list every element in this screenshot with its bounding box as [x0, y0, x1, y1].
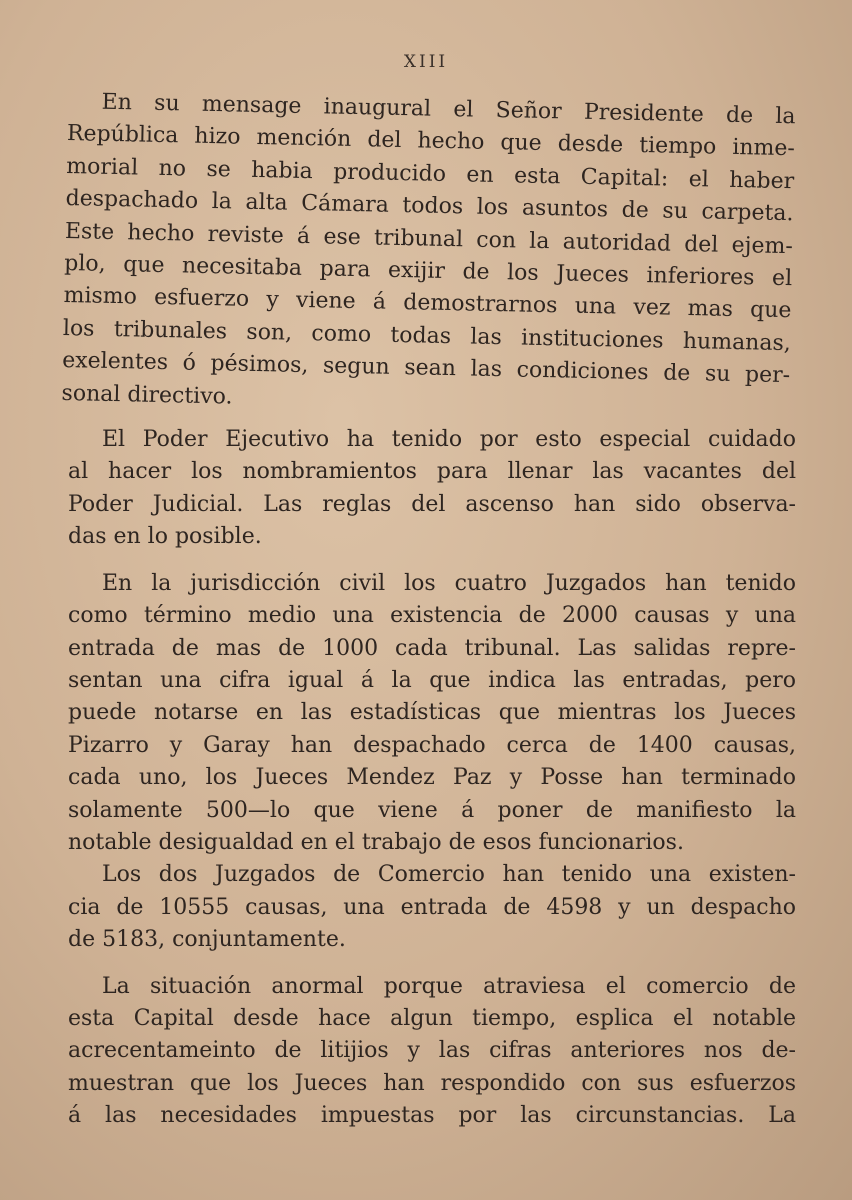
text-line: de 5183, conjuntamente. — [68, 927, 346, 953]
text-line: En su mensage inaugural el Señor Presidente de la — [101, 89, 796, 130]
text-line: En la jurisdicción civil los cuatro Juzgados han tenido — [102, 570, 796, 596]
text-line: cia de 10555 causas, una entrada de 4598 y un despacho — [68, 894, 796, 920]
text-line: entrada de mas de 1000 cada tribunal. Las salidas repre- — [68, 635, 796, 661]
text-line: esta Capital desde hace algun tiempo, esplica el notable — [68, 1005, 796, 1031]
page-number: XIII — [403, 52, 449, 72]
paragraph-civil-jurisdiction — [68, 568, 796, 860]
text-line: mismo esfuerzo y viene á demostrarnos una vez mas que — [63, 283, 792, 324]
paragraph-abnormal-situation — [68, 971, 796, 1133]
text-line: sentan una cifra igual á la que indica las entradas, pero — [68, 667, 796, 693]
paragraph-commerce-courts — [68, 859, 796, 956]
text-line: muestran que los Jueces han respondido con sus esfuerzos — [68, 1070, 796, 1096]
text-line: acrecentameinto de litijios y las cifras anteriores nos de- — [68, 1038, 796, 1064]
text-line: á las necesidades impuestas por las circunstancias. La — [68, 1103, 796, 1129]
paragraph-presidential-message — [61, 86, 796, 425]
text-line: Los dos Juzgados de Comercio han tenido una existen- — [102, 862, 796, 888]
text-line: plo, que necesitaba para exijir de los Jueces inferiores el — [64, 250, 793, 292]
text-line: Poder Judicial. Las reglas del ascenso han sido observa- — [68, 491, 796, 517]
text-line: República hizo mención del hecho que desde tiempo inme- — [66, 121, 796, 162]
text-line: El Poder Ejecutivo ha tenido por esto especial cuidado — [102, 427, 796, 453]
text-line: al hacer los nombramientos para llenar las vacantes del — [68, 459, 796, 485]
text-line: los tribunales son, como todas las instituciones humanas, — [62, 315, 792, 357]
text-line: notable desigualdad en el trabajo de esos funcionarios. — [68, 829, 684, 855]
text-line: solamente 500—lo que viene á poner de manifiesto la — [68, 797, 796, 823]
body-text — [61, 86, 796, 1133]
text-line: despachado la alta Cámara todos los asuntos de su carpeta. — [65, 186, 794, 227]
text-line: como término medio una existencia de 2000 causas y una — [68, 603, 796, 629]
text-line: Pizarro y Garay han despachado cerca de 1400 causas, — [68, 732, 796, 758]
text-line: morial no se habia producido en esta Capital: el haber — [66, 153, 795, 195]
text-line: Este hecho reviste á ese tribunal con la autoridad del ejem- — [64, 218, 794, 259]
text-line: sonal directivo. — [61, 380, 233, 410]
text-line: puede notarse en las estadísticas que mientras los Jueces — [68, 700, 796, 726]
text-line: La situación anormal porque atraviesa el comercio de — [102, 973, 796, 999]
text-line: cada uno, los Jueces Mendez Paz y Posse han terminado — [68, 765, 796, 791]
paragraph-executive-power — [68, 424, 796, 554]
text-line: exelentes ó pésimos, segun sean las condiciones de su per- — [61, 348, 791, 389]
text-line: das en lo posible. — [68, 524, 262, 550]
